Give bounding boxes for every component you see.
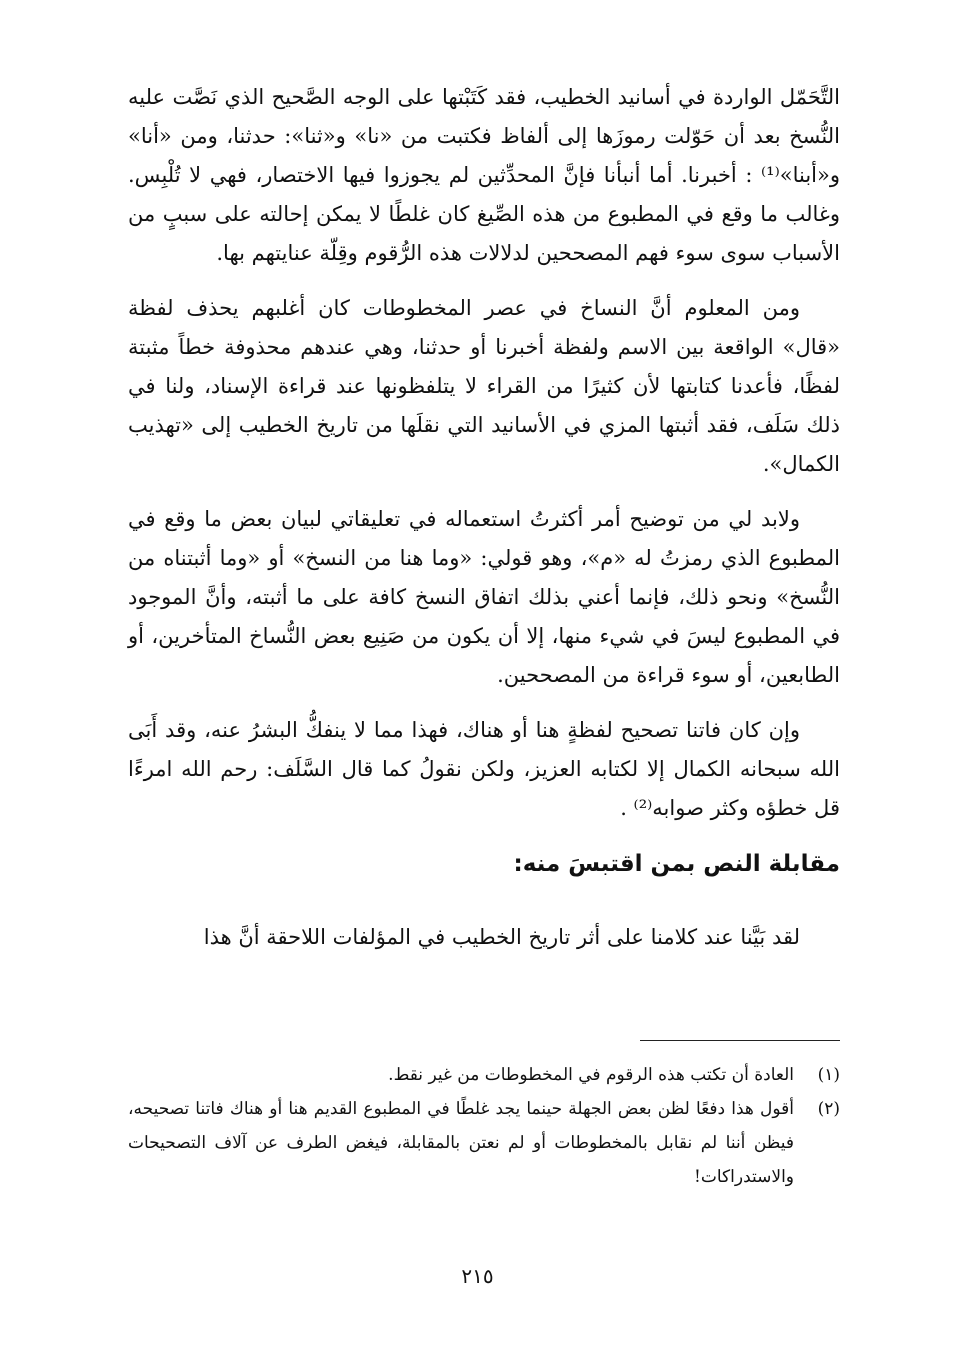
footnote-text: العادة أن تكتب هذه الرقوم في المخطوطات من غير نقط. <box>388 1065 794 1085</box>
footnote-number: (٢) <box>817 1099 840 1119</box>
footnotes <box>128 1058 840 1194</box>
paragraph-2: ومن المعلوم أنَّ النساخ في عصر المخطوطات كان أغلبهم يحذف لفظة «قال» الواقعة بين الاسم ولفظة أخبرنا أو حدثنا، وهي عندهم محذوفة خطاً مثبتة لفظًا، فأعدنا كتابتها لأن كثيرًا من القراء لا يتلفظونها عند قراءة الإسناد، ولنا في ذلك سَلَف، فقد أثبتها المزي في الأسانيد التي نقلَها من تاريخ الخطيب إلى «تهذيب الكمال». <box>128 296 840 476</box>
paragraph-5: لقد بَيَّنا عند كلامنا على أثر تاريخ الخطيب في المؤلفات اللاحقة أنَّ هذا <box>203 925 800 949</box>
page-body <box>128 78 840 973</box>
footnote-number: (١) <box>817 1065 840 1085</box>
page-number: ٢١٥ <box>461 1264 494 1288</box>
paragraph-4: وإن كان فاتنا تصحيح لفظةٍ هنا أو هناك، فهذا مما لا ينفكُّ البشرُ عنه، وقد أَبَى الله سبحانه الكمال إلا لكتابه العزيز، ولكن نقولُ كما قال السَّلَف: رحم الله امرءًا قل خطؤه وكثر صوابه⁽²⁾ . <box>128 718 840 820</box>
section-heading: مقابلة النص بمن اقتبسَ منه: <box>513 851 840 877</box>
footnote-1 <box>128 1058 840 1092</box>
footnote-text: أقول هذا دفعًا لظن بعض الجهلة حينما يجد غلطًا في المطبوع القديم هنا أو هناك فاتنا تصحيحه، فيظن أننا لم نقابل بالمخطوطات أو لم نعتن بالمقابلة، فيغض الطرف عن آلاف التصحيحات والاستدراكات! <box>128 1099 794 1187</box>
paragraph-1: التَّحَمّل الواردة في أسانيد الخطيب، فقد كَتَبْتها على الوجه الصَّحيح الذي نَصَّت عليه النُّسخ بعد أن حَوّلت رموزَها إلى ألفاظ فكتبت من «نا» و«ثنا»: حدثنا، ومن «أنا» و«أبنا»⁽¹⁾ : أخبرنا. أما أنبأنا فإنَّ المحدِّثين لم يجوزوا فيها الاختصار، فهي لا تُلْبِس. وغالب ما وقع في المطبوع من هذه الصِّيغ كان غلطًا لا يمكن إحالته على سببٍ من الأسباب سوى سوء فهم المصححين لدلالات هذه الرُّقوم وقِلّة عنايتهم بها. <box>128 85 840 265</box>
paragraph-3: ولابد لي من توضيح أمر أكثرتُ استعماله في تعليقاتي لبيان بعض ما وقع في المطبوع الذي رمزتُ له «م»، وهو قولي: «وما هنا من النسخ» أو «وما أثبتناه من النُّسخ» ونحو ذلك، فإنما أعني بذلك اتفاق النسخ كافة على ما أثبته، وأنَّ الموجود في المطبوع ليسَ في شيء منها، إلا أن يكون من صَنِيع بعض النُّساخ المتأخرين، أو الطابعين، أو سوء قراءة من المصححين. <box>128 507 840 687</box>
footnote-divider <box>640 1040 840 1041</box>
footnote-2 <box>128 1092 840 1194</box>
